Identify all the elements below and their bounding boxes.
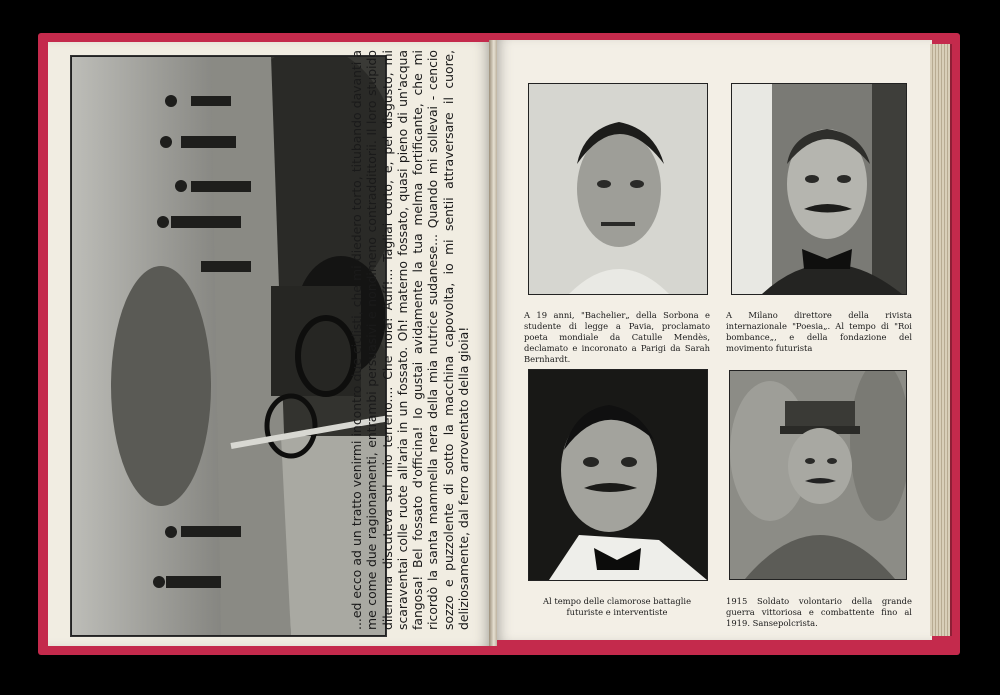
portrait-futurist-era bbox=[528, 369, 708, 581]
manifesto-excerpt: ...ed ecco ad un tratto venirmi incontro due ciclisti, che mi diedero torto, titubando davanti a me come due ragionamenti, entrambi persuasivi e nondimeno contraddittorii. Il loro stupido dilemma discuteva sul mio terreno.... Che noia! Auff!... Tagliai corto, e, pel disgusto, mi scaraventai colle ruote all'aria in un fossato. Oh! materno fossato, quasi pieno di un'acqua fangosa! Bel fossato d'officina! Io gustai avidamente la tua melma fortificante, che mi ricordò la santa mammella nera della mia nutrice sudanese... Quando mi sollevai - cencio sozzo e puzzolente di sotto la macchina capovolta, io mi sentii attraversare il cuore, deliziosamente, dal ferro arroventato della gioia! bbox=[348, 50, 471, 630]
page-edges bbox=[930, 44, 952, 636]
book-gutter bbox=[489, 40, 497, 646]
portrait-young-student bbox=[528, 83, 708, 295]
caption-soldier: 1915 Soldato volontario della grande guerra vittoriosa e combattente fino al 1919. Sansepolcrista. bbox=[726, 596, 912, 628]
portrait-soldier bbox=[729, 370, 907, 580]
caption-director: A Milano direttore della rivista internazionale "Poesia„. Al tempo di "Roi bombance„, e della fondazione del movimento futurista bbox=[726, 310, 912, 353]
portrait-mustache-director bbox=[731, 83, 907, 295]
caption-young-student: A 19 anni, "Bachelier„ della Sorbona e studente di legge a Pavia, proclamato poeta mondiale da Catulle Mendès, declamato e incoronato a Parigi da Sarah Bernhardt. bbox=[524, 310, 710, 364]
crash-scene-photo bbox=[70, 55, 387, 637]
caption-futurist-battles: Al tempo delle clamorose battaglie futuriste e interventiste bbox=[542, 596, 692, 617]
